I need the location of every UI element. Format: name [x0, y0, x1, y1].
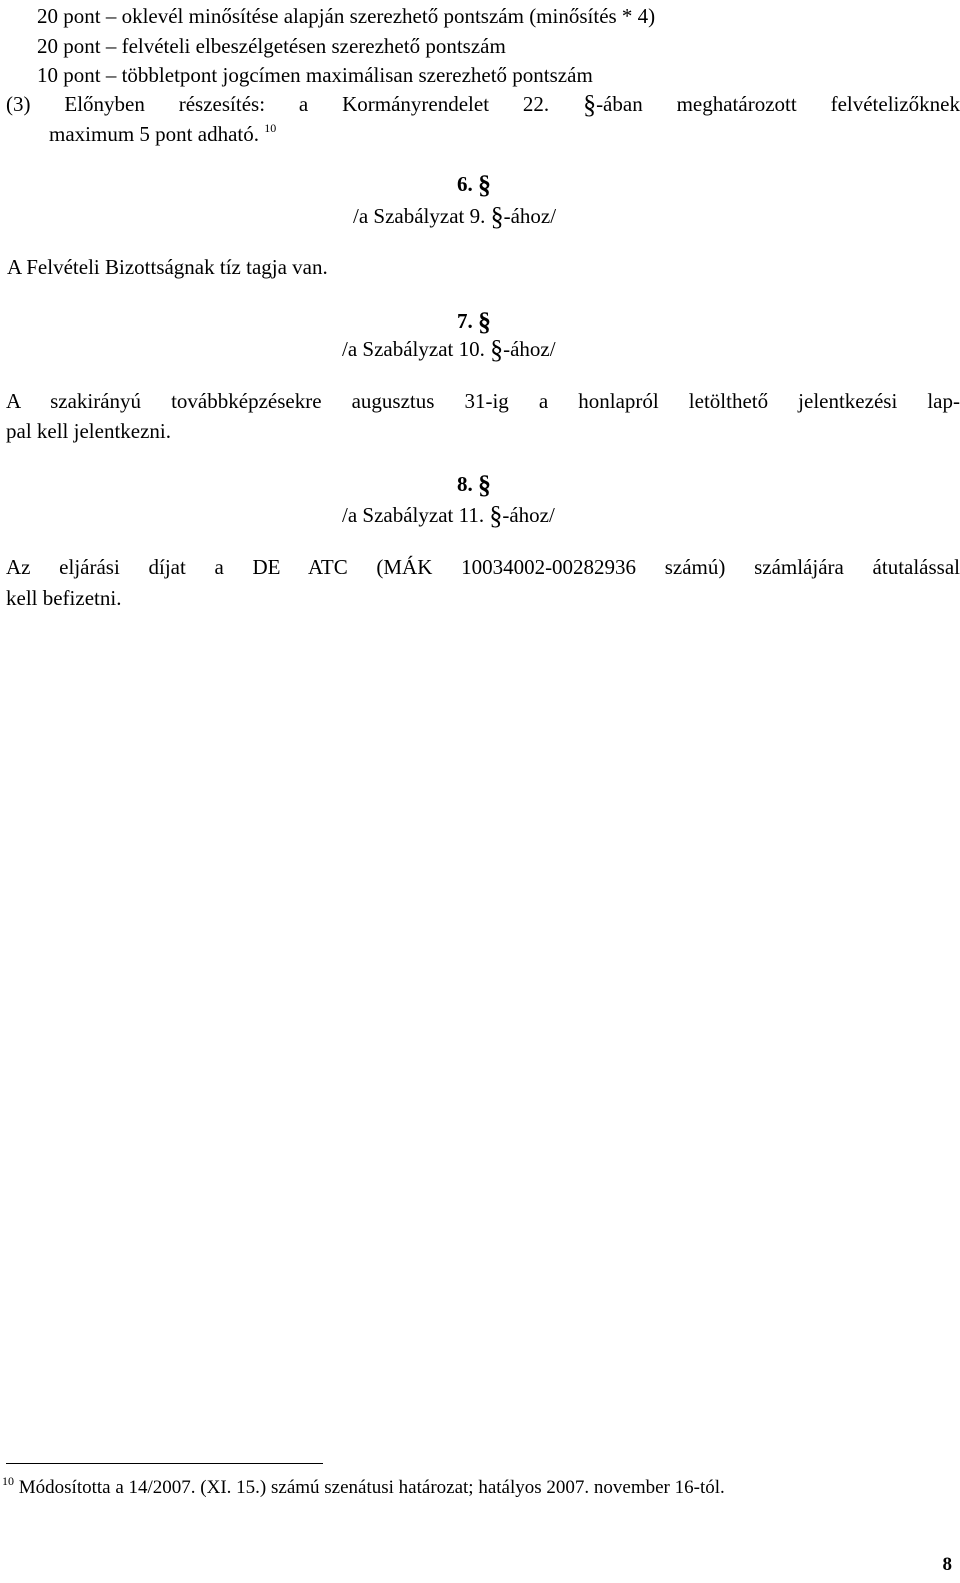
text-line: 20 pont – felvételi elbeszélgetésen szerezhető pontszám [37, 34, 506, 58]
section-sign: § [478, 307, 491, 336]
text-line: 20 pont – oklevél minősítése alapján szerezhető pontszám (minősítés * 4) [37, 4, 656, 28]
section-6-number: 6. § [457, 170, 491, 199]
section-6-reference: /a Szabályzat 9. §-ához/ [353, 202, 557, 231]
footnote-separator [6, 1463, 323, 1464]
section-sign: § [478, 470, 491, 499]
section-sign: § [478, 170, 491, 199]
section-sign: § [490, 202, 504, 231]
section-8-reference: /a Szabályzat 11. §-ához/ [342, 501, 555, 530]
section-7-body-line: A szakirányú továbbképzésekre augusztus 31-ig a honlapról letölthető jelentkezési lap- [6, 389, 960, 413]
page-number: 8 [942, 1554, 952, 1575]
section-8-number: 8. § [457, 470, 491, 499]
footnote-reference: 10 [264, 121, 277, 135]
section-sign: § [489, 501, 503, 530]
section-8-body-line: kell befizetni. [6, 586, 122, 610]
section-sign: § [490, 335, 504, 364]
section-sign: § [583, 90, 597, 119]
section-7-number: 7. § [457, 307, 491, 336]
footnote: $^{10}$ Módosította a 14/2007. (XI. 15.) számú szenátusi határozat; hatályos 2007. november 16-tól. [2, 1474, 725, 1498]
footnote-number: 10 [2, 1474, 14, 1488]
paragraph-3: (3) Előnyben részesítés: a Kormányrendelet 22. §-ában meghatározott felvételizőknek [6, 90, 960, 119]
section-7-body-line: pal kell jelentkezni. [6, 419, 172, 443]
section-8-body-line: Az eljárási díjat a DE ATC (MÁK 10034002-00282936 számú) számlájára átutalással [6, 555, 960, 579]
text-line: 10 pont – többletpont jogcímen maximálisan szerezhető pontszám [37, 63, 593, 87]
committee-text: A Felvételi Bizottságnak tíz tagja van. [7, 255, 328, 279]
text-line: maximum 5 pont adható. $^{10}$ [49, 121, 277, 146]
section-7-reference: /a Szabályzat 10. §-ához/ [342, 335, 556, 364]
